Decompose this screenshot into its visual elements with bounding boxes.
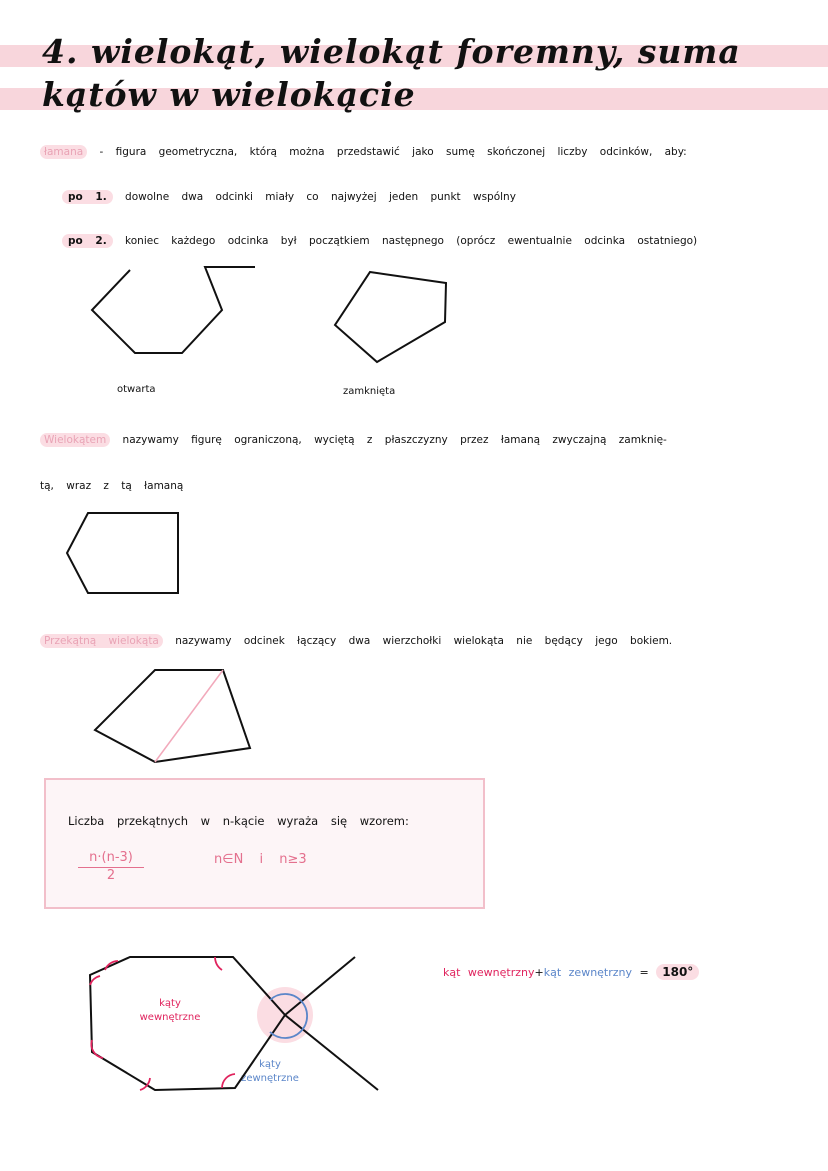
closed-polyline	[335, 272, 446, 362]
polygon-example	[67, 513, 178, 593]
eq-outer: kąt zewnętrzny	[543, 966, 633, 979]
label-open: otwarta	[117, 384, 156, 395]
term-lamana: łamana	[40, 145, 87, 159]
extended-side	[285, 957, 355, 1015]
lamana-definition: - figura geometryczna, którą można przedstawić jako sumę skończonej liczby odcinków, aby:	[99, 146, 687, 158]
eq-inner: kąt wewnętrzny	[443, 966, 535, 979]
condition-label: po 2.	[62, 234, 113, 248]
eq-equals: =	[639, 966, 649, 979]
outer-angles-label: kąty zewnętrzne	[241, 1059, 299, 1084]
inner-angles-label: kąty wewnętrzne	[139, 998, 201, 1023]
wielokat-definition: nazywamy figurę ograniczoną, wyciętą z płaszczyzny przez łamaną zwyczajną zamknię-	[122, 434, 667, 446]
label-closed: zamknięta	[343, 386, 396, 397]
formula-numerator: n·(n-3)	[78, 850, 144, 868]
eq-value: 180°	[656, 964, 699, 980]
extended-side	[285, 1015, 378, 1090]
condition-n-natural: n∈N	[214, 852, 244, 867]
diagonal	[155, 670, 223, 762]
octagon	[90, 957, 285, 1090]
wielokat-definition-cont: tą, wraz z tą łamaną	[40, 480, 184, 492]
condition-text: dowolne dwa odcinki miały co najwyżej jeden punkt wspólny	[125, 191, 516, 203]
term-wielokat: Wielokątem	[40, 433, 110, 447]
separator: i	[259, 852, 264, 867]
formula-denominator: 2	[106, 868, 116, 883]
condition-label: po 1.	[62, 190, 113, 204]
eq-plus: +	[534, 966, 544, 979]
przekatna-definition: nazywamy odcinek łączący dwa wierzchołki wielokąta nie będący jego bokiem.	[175, 635, 673, 647]
open-polyline	[92, 267, 255, 353]
quadrilateral	[95, 670, 250, 762]
page-title: kątów w wielokącie	[42, 75, 416, 114]
inner-angle-arcs	[90, 957, 235, 1090]
term-przekatna: Przekątną wielokąta	[40, 634, 163, 648]
page-title: 4. wielokąt, wielokąt foremny, suma	[42, 32, 741, 71]
condition-n-min: n≥3	[279, 852, 307, 867]
condition-text: koniec każdego odcinka był początkiem następnego (oprócz ewentualnie odcinka ostatniego)	[125, 235, 698, 247]
formula-text: Liczba przekątnych w n-kącie wyraża się wzorem:	[68, 814, 409, 828]
